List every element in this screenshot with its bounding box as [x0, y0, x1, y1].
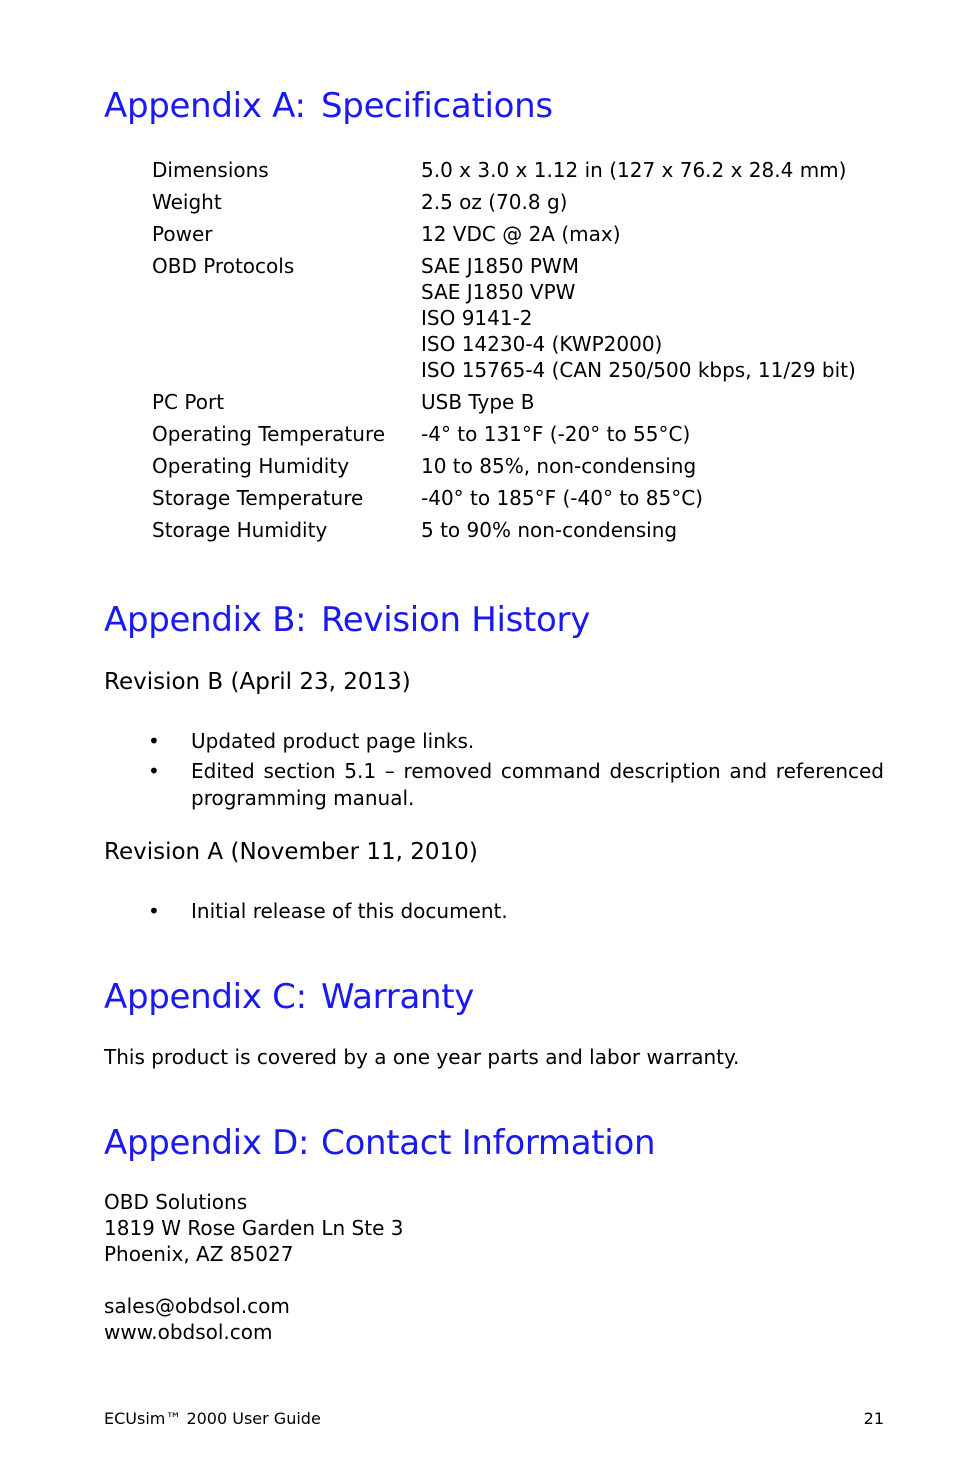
bullet-icon: •: [148, 759, 160, 783]
spec-value-line: 12 VDC @ 2A (max): [421, 222, 621, 246]
revision-b-list: [148, 728, 884, 815]
bullet-icon: •: [148, 899, 160, 923]
spec-label: Operating Temperature: [152, 422, 386, 446]
spec-label: Storage Temperature: [152, 486, 364, 510]
appendix-a-number: Appendix A:: [104, 86, 306, 126]
spec-label: PC Port: [152, 390, 225, 414]
appendix-b-number: Appendix B:: [104, 600, 307, 640]
spec-label: Operating Humidity: [152, 454, 350, 478]
spec-value: [421, 157, 872, 183]
list-item: [148, 898, 884, 925]
specifications-table: [152, 157, 872, 549]
appendix-a-heading: [104, 86, 553, 126]
spec-value-line: 5.0 x 3.0 x 1.12 in (127 x 76.2 x 28.4 mm): [421, 158, 847, 182]
list-item-text: Initial release of this document.: [191, 899, 508, 923]
spec-value-line: -4° to 131°F (-20° to 55°C): [421, 422, 691, 446]
address-line-2: Phoenix, AZ 85027: [104, 1242, 294, 1266]
spec-value: [421, 421, 872, 447]
list-item: [148, 758, 884, 812]
spec-value-line: ISO 15765-4 (CAN 250/500 kbps, 11/29 bit): [421, 358, 856, 382]
spec-value-line: -40° to 185°F (-40° to 85°C): [421, 486, 703, 510]
spec-value: [421, 517, 872, 543]
spec-row-obd-protocols: [152, 253, 872, 383]
spec-value-line: 5 to 90% non-condensing: [421, 518, 678, 542]
list-item-text: Updated product page links.: [191, 729, 475, 753]
spec-value: [421, 253, 872, 383]
company-name: OBD Solutions: [104, 1190, 248, 1214]
footer-guide-title: ECUsim™ 2000 User Guide: [104, 1409, 321, 1428]
appendix-c-heading: [104, 977, 474, 1017]
appendix-d-number: Appendix D:: [104, 1123, 310, 1163]
spec-value-line: SAE J1850 PWM: [421, 254, 579, 278]
spec-value: [421, 485, 872, 511]
list-item-text: Edited section 5.1 – removed command description and referenced programming manual.: [191, 759, 884, 810]
spec-value: [421, 453, 872, 479]
spec-label: OBD Protocols: [152, 254, 295, 278]
appendix-c-number: Appendix C:: [104, 977, 307, 1017]
spec-label: Dimensions: [152, 158, 269, 182]
appendix-d-heading: [104, 1123, 655, 1163]
spec-value-line: ISO 9141-2: [421, 306, 533, 330]
spec-row-operating-humidity: [152, 453, 872, 479]
spec-row-weight: [152, 189, 872, 215]
appendix-d-title: Contact Information: [321, 1123, 656, 1163]
spec-label: Storage Humidity: [152, 518, 328, 542]
spec-value-line: SAE J1850 VPW: [421, 280, 576, 304]
spacer: [104, 1267, 403, 1293]
spec-value-line: ISO 14230-4 (KWP2000): [421, 332, 663, 356]
spec-value-line: 2.5 oz (70.8 g): [421, 190, 568, 214]
spec-label: Weight: [152, 190, 222, 214]
spec-value: [421, 389, 872, 415]
spec-row-storage-temperature: [152, 485, 872, 511]
contact-block: [104, 1189, 403, 1345]
footer-page-number: 21: [863, 1409, 884, 1428]
revision-a-heading: Revision A (November 11, 2010): [104, 839, 478, 865]
spec-value: [421, 189, 872, 215]
revision-a-list: [148, 898, 884, 928]
appendix-b-heading: [104, 600, 590, 640]
appendix-c-title: Warranty: [321, 977, 475, 1017]
revision-b-heading: Revision B (April 23, 2013): [104, 669, 411, 695]
spec-value-line: USB Type B: [421, 390, 535, 414]
spec-value: [421, 221, 872, 247]
warranty-text: This product is covered by a one year parts and labor warranty.: [104, 1045, 740, 1069]
spec-value-line: 10 to 85%, non-condensing: [421, 454, 697, 478]
spec-row-operating-temperature: [152, 421, 872, 447]
spec-row-storage-humidity: [152, 517, 872, 543]
website-address: www.obdsol.com: [104, 1320, 273, 1344]
address-line-1: 1819 W Rose Garden Ln Ste 3: [104, 1216, 404, 1240]
email-address: sales@obdsol.com: [104, 1294, 290, 1318]
spec-row-dimensions: [152, 157, 872, 183]
spec-label: Power: [152, 222, 213, 246]
spec-row-pc-port: [152, 389, 872, 415]
bullet-icon: •: [148, 729, 160, 753]
spec-row-power: [152, 221, 872, 247]
appendix-a-title: Specifications: [321, 86, 553, 126]
appendix-b-title: Revision History: [321, 600, 591, 640]
list-item: [148, 728, 884, 755]
